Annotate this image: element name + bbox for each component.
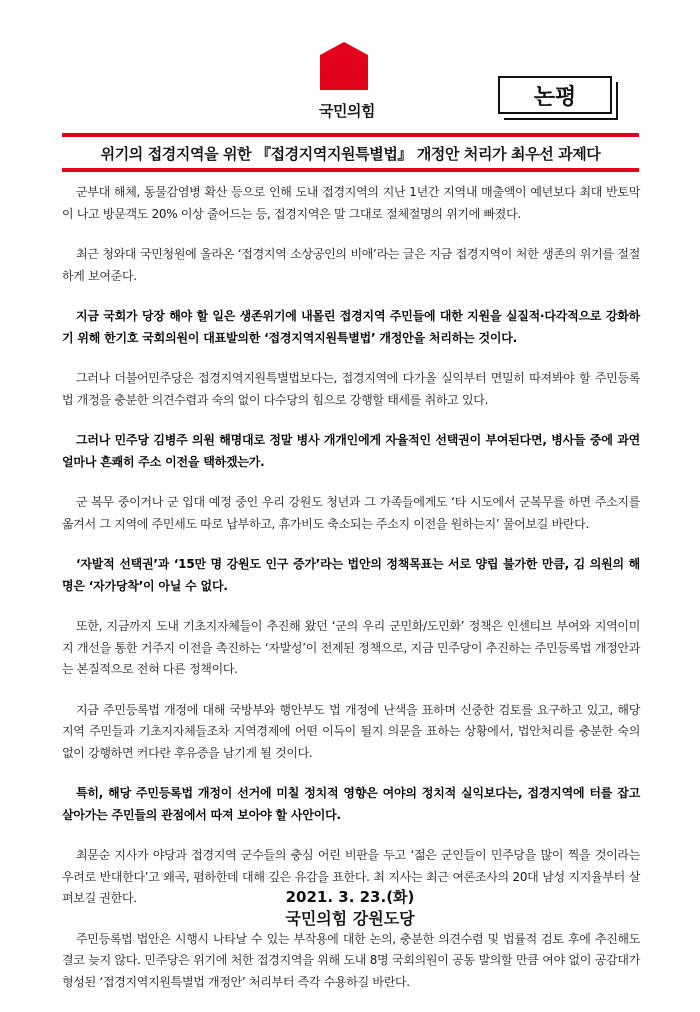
title-rule-bottom <box>62 168 639 172</box>
body-paragraph: 군부대 해체, 동물감염병 확산 등으로 인해 도내 접경지역의 지난 1년간 지역내 매출액이 예년보다 최대 반토막이 나고 방문객도 20% 이상 줄어드는 등, 접경지역은 말 그대로 절체절명의 위기에 빠졌다. <box>62 185 640 221</box>
body-paragraph: 그러나 더불어민주당은 접경지역지원특별법보다는, 접경지역에 다가올 실익부터 면밀히 따져봐야 할 주민등록법 개정을 충분한 의견수렴과 숙의 없이 다수당의 힘으로 강행할 태세를 취하고 있다. <box>62 371 640 407</box>
title-rule-top <box>62 133 639 137</box>
body-paragraph: 최문순 지사가 야당과 접경지역 군수들의 충심 어린 비판을 두고 ‘젊은 군인들이 민주당을 많이 찍을 것이라는 우려로 반대한다’고 왜곡, 폄하한데 대해 깊은 유감을 표한다. 최 지사는 최근 여론조사의 20대 남성 지지율부터 살펴보길 권한다. <box>62 848 640 905</box>
body-paragraph: 지금 주민등록법 개정에 대해 국방부와 행안부도 법 개정에 난색을 표하며 신중한 검토를 요구하고 있고, 해당 지역 주민들과 기초지자체들조차 지역경제에 어떤 이득이 될지 의문을 표하는 상황에서, 법안처리를 충분한 숙의 없이 강행하면 커다란 후유증을 남기게 될 것이다. <box>62 702 640 760</box>
release-date: 2021. 3. 23.(화) <box>285 888 415 906</box>
body-paragraph: 특히, 해당 주민등록법 개정이 선거에 미칠 정치적 영향은 여야의 정치적 실익보다는, 접경지역에 터를 잡고 살아가는 주민들의 관점에서 따져 보아야 할 사안이다. <box>62 786 640 822</box>
body-paragraph: 또한, 지금까지 도내 기초지자체들이 추진해 왔던 ‘군의 우리 군민화/도민화’ 정책은 인센티브 부여와 지역이미지 개선을 통한 거주지 이전을 촉진하는 ‘자발성’이 전제된 정책으로, 지금 민주당이 추진하는 주민등록법 개정안과는 본질적으로 전혀 다른 정책이다. <box>62 619 640 676</box>
party-logo-icon <box>318 40 370 92</box>
issuing-organization: 국민의힘 강원도당 <box>285 909 415 928</box>
body-paragraph: 그러나 민주당 김병주 의원 해명대로 정말 병사 개개인에게 자율적인 선택권이 부여된다면, 병사들 중에 과연 얼마나 흔쾌히 주소 이전을 택하겠는가. <box>62 433 640 469</box>
document-title: 위기의 접경지역을 위한 『접경지역지원특별법』 개정안 처리가 최우선 과제다 <box>100 145 601 163</box>
body-paragraph: ‘자발적 선택권’과 ‘15만 명 강원도 인구 증가’라는 법안의 정책목표는 서로 양립 불가한 만큼, 김 의원의 해명은 ‘자가당착’이 아닐 수 없다. <box>62 557 640 593</box>
party-logo-text: 국민의힘 <box>319 102 375 120</box>
body-paragraph: 최근 청와대 국민청원에 올라온 ‘접경지역 소상공인의 비애’라는 글은 지금 접경지역이 처한 생존의 위기를 절절하게 보여준다. <box>62 247 640 283</box>
body-paragraph: 지금 국회가 당장 해야 할 일은 생존위기에 내몰린 접경지역 주민들에 대한 지원을 실질적·다각적으로 강화하기 위해 한기호 국회의원이 대표발의한 ‘접경지역지원특별법’ 개정안을 처리하는 것이다. <box>62 309 640 345</box>
body-paragraph: 군 복무 중이거나 군 입대 예정 중인 우리 강원도 청년과 그 가족들에게도 ‘타 시도에서 군복무를 하면 주소지를 옮겨서 그 지역에 주민세도 따로 납부하고, 휴가비도 축소되는 주소지 이전을 원하는지’ 물어보길 바란다. <box>62 495 640 531</box>
commentary-badge: 논평 <box>498 76 612 114</box>
body-paragraph: 주민등록법 법안은 시행시 나타날 수 있는 부작용에 대한 논의, 충분한 의견수렴 및 법률적 검토 후에 추진해도 결코 늦지 않다. 민주당은 위기에 처한 접경지역을 위해 도내 8명 국회의원이 공동 발의할 만큼 여야 없이 공감대가 형성된 ‘접경지역지원특별법 개정안’ 처리부터 즉각 수용하길 바란다. <box>62 931 640 989</box>
